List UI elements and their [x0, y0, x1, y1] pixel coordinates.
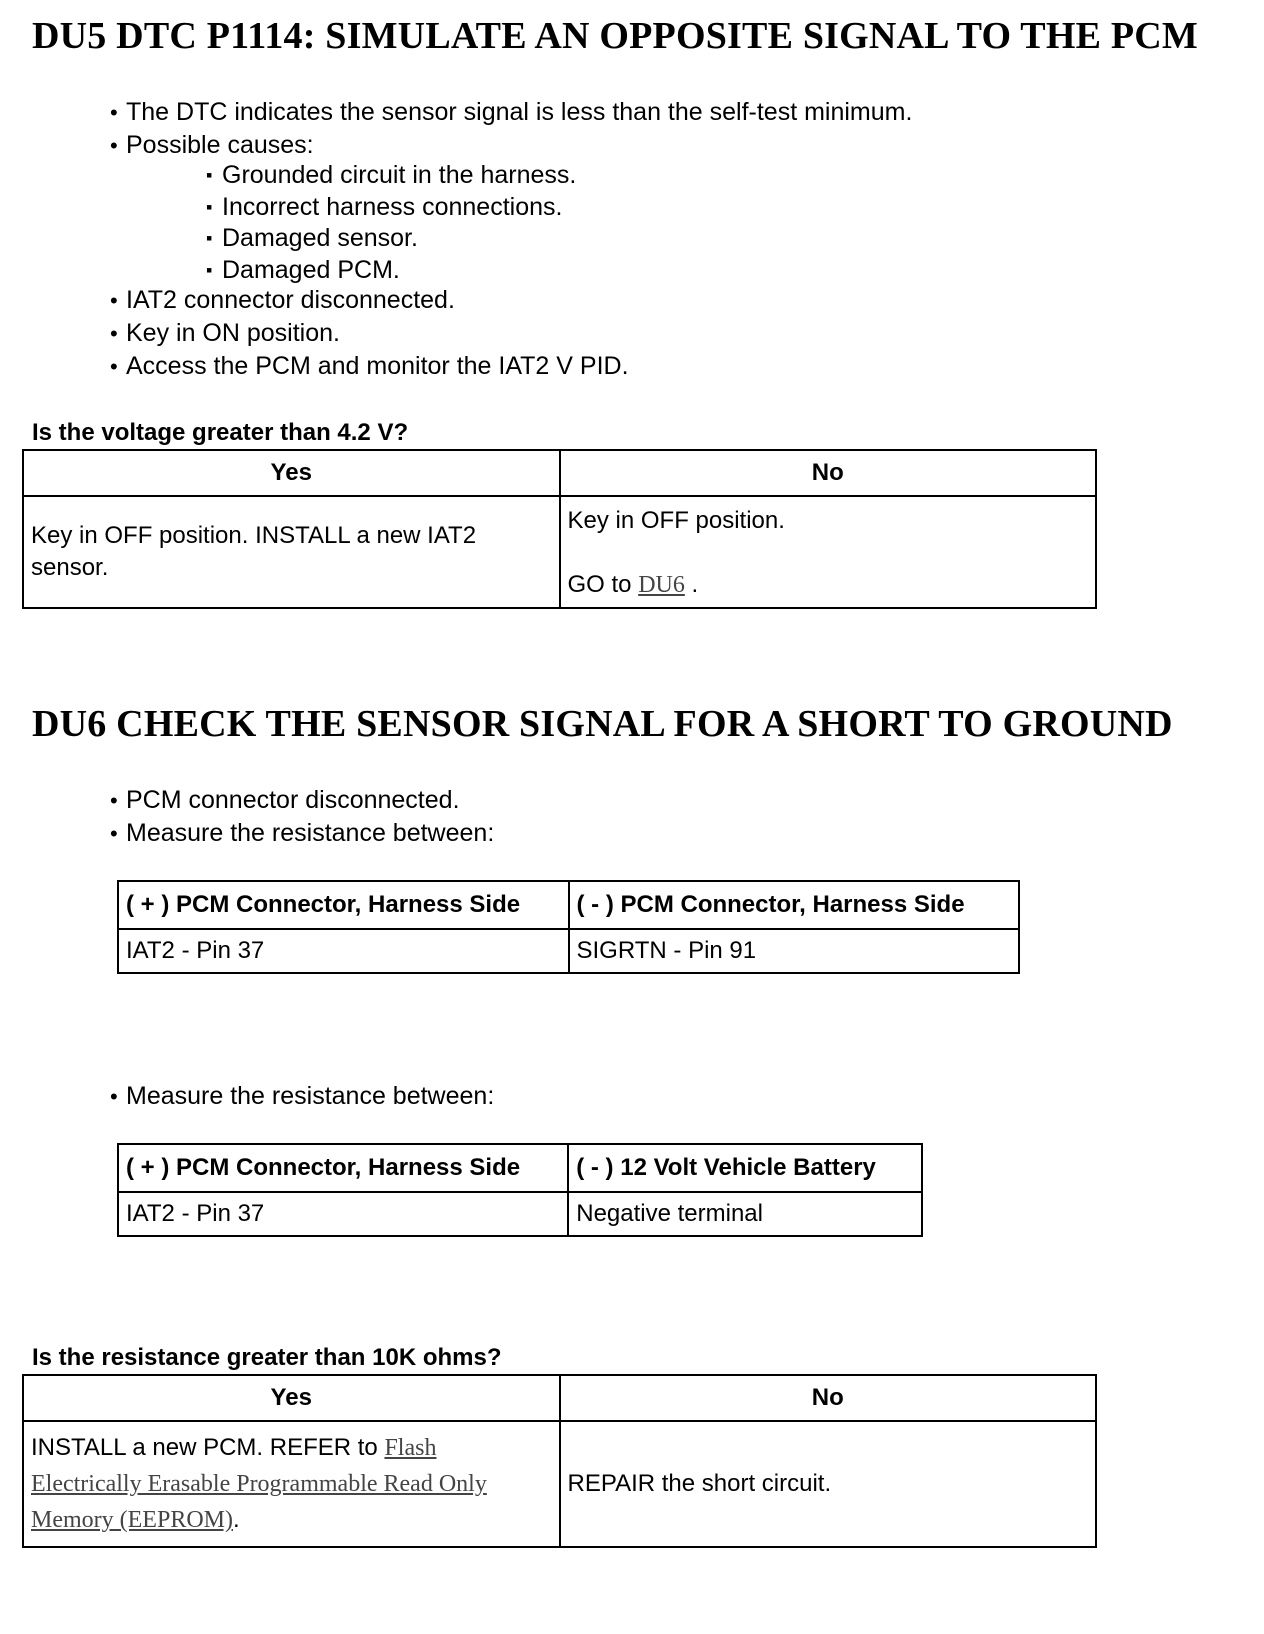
- yes-suffix: .: [232, 1506, 240, 1533]
- list-item: ▪ Damaged sensor.: [206, 223, 576, 255]
- du6-bullet-list: [110, 784, 494, 850]
- no-goto: [568, 569, 1089, 601]
- list-item: • IAT2 connector disconnected.: [110, 284, 629, 317]
- du6-title: DU6 CHECK THE SENSOR SIGNAL FOR A SHORT TO GROUND: [32, 703, 1173, 745]
- yes-cell: [23, 1421, 560, 1547]
- du6-bullet-list-2: [110, 1080, 494, 1113]
- yes-prefix: INSTALL a new PCM. REFER to: [31, 1434, 385, 1461]
- table-header: ( - ) PCM Connector, Harness Side: [569, 881, 1020, 929]
- yes-text: Key in OFF position. INSTALL a new IAT2 sensor.: [31, 522, 477, 581]
- no-line1: Key in OFF position.: [567, 507, 785, 534]
- table-header: ( + ) PCM Connector, Harness Side: [118, 881, 569, 929]
- yes-header: Yes: [23, 1375, 560, 1421]
- yes-header: Yes: [23, 450, 560, 496]
- table-cell: IAT2 - Pin 37: [118, 929, 569, 973]
- du5-steps-list: [110, 284, 629, 383]
- list-item: • Possible causes:: [110, 129, 912, 162]
- du6-measure-table-1: [117, 880, 1020, 974]
- yes-cell: [23, 496, 560, 608]
- eeprom-link[interactable]: Flash Electrically Erasable Programmable Read Only Memory (EEPROM): [31, 1435, 487, 1533]
- list-item: • Access the PCM and monitor the IAT2 V PID.: [110, 350, 629, 383]
- list-item: ▪ Incorrect harness connections.: [206, 192, 576, 224]
- no-cell: [560, 1421, 1097, 1547]
- goto-suffix: .: [684, 571, 699, 598]
- du6-link[interactable]: DU6: [638, 572, 685, 598]
- du6-answer-table: [22, 1374, 1097, 1548]
- list-item: • Key in ON position.: [110, 317, 629, 350]
- no-header: No: [560, 450, 1097, 496]
- du6-question: Is the resistance greater than 10K ohms?: [32, 1344, 502, 1371]
- no-cell: [560, 496, 1097, 608]
- no-header: No: [560, 1375, 1097, 1421]
- table-cell: IAT2 - Pin 37: [118, 1192, 568, 1236]
- table-cell: Negative terminal: [568, 1192, 922, 1236]
- du5-bullet-list: [110, 96, 912, 162]
- du5-answer-table: [22, 449, 1097, 609]
- goto-prefix: GO to: [567, 571, 639, 598]
- du5-question: Is the voltage greater than 4.2 V?: [32, 419, 409, 446]
- no-text: REPAIR the short circuit.: [567, 1470, 832, 1497]
- list-item: • Measure the resistance between:: [110, 1080, 494, 1113]
- list-item: ▪ Grounded circuit in the harness.: [206, 160, 576, 192]
- table-header: ( - ) 12 Volt Vehicle Battery: [568, 1144, 922, 1192]
- table-header: ( + ) PCM Connector, Harness Side: [118, 1144, 568, 1192]
- list-item: ▪ Damaged PCM.: [206, 255, 576, 287]
- du6-measure-table-2: [117, 1143, 923, 1237]
- list-item: • PCM connector disconnected.: [110, 784, 494, 817]
- list-item: • The DTC indicates the sensor signal is less than the self-test minimum.: [110, 96, 912, 129]
- table-cell: SIGRTN - Pin 91: [569, 929, 1020, 973]
- du5-title: DU5 DTC P1114: SIMULATE AN OPPOSITE SIGNAL TO THE PCM: [32, 15, 1198, 57]
- list-item: • Measure the resistance between:: [110, 817, 494, 850]
- du5-causes-list: [206, 160, 576, 286]
